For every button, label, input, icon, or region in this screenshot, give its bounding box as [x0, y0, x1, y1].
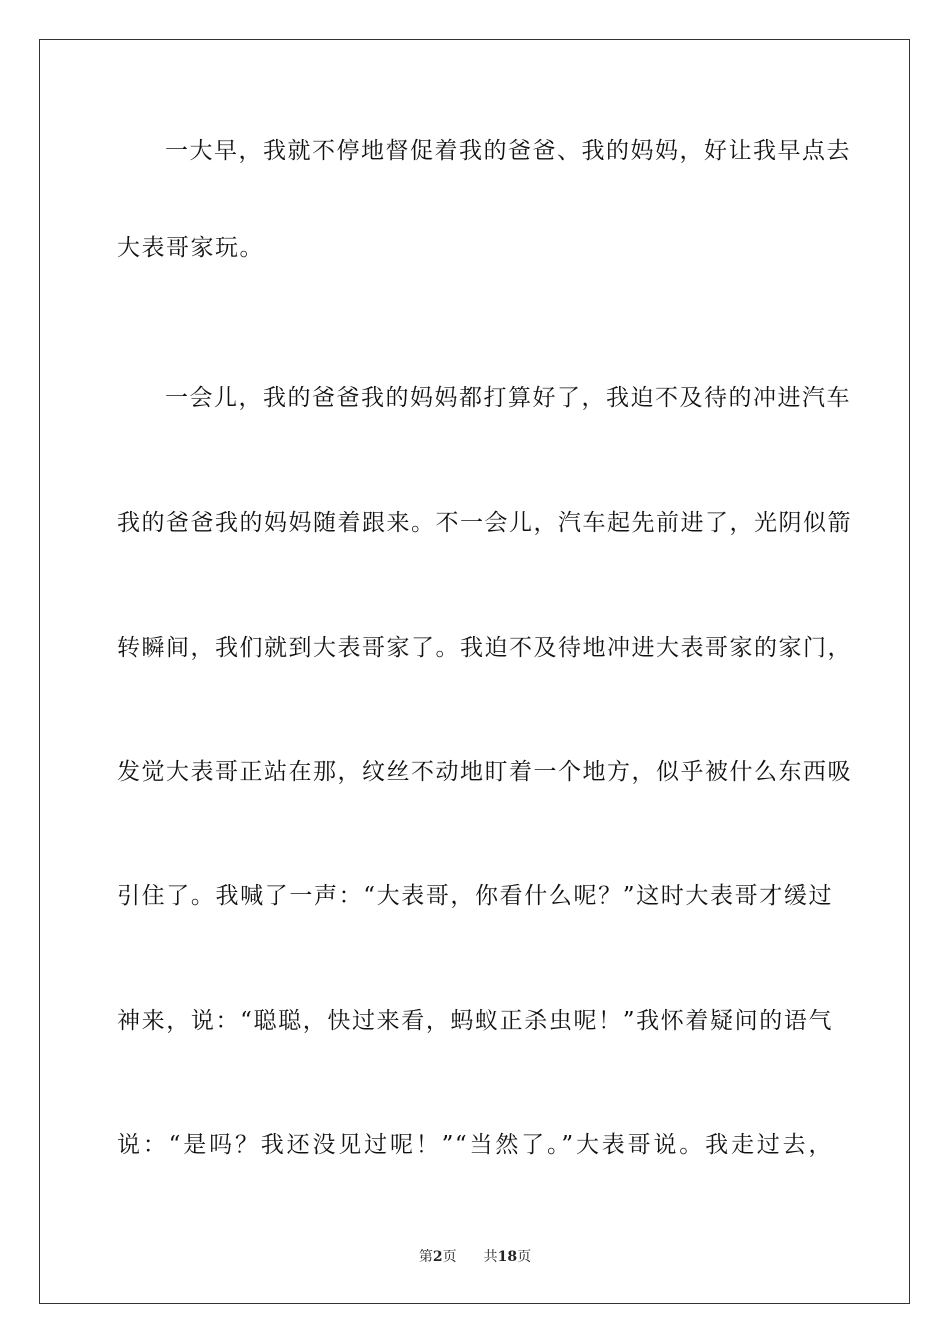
text-line-5: 转瞬间，我们就到大表哥家了。我迫不及待地冲进大表哥家的家门，: [117, 635, 852, 661]
total-suffix: 页: [517, 1249, 532, 1265]
text-line-3: 一会儿，我的爸爸我的妈妈都打算好了，我迫不及待的冲进汽车: [165, 385, 851, 411]
page-prefix: 第: [418, 1249, 433, 1265]
text-line-1: 一大早，我就不停地督促着我的爸爸、我的妈妈，好让我早点去: [165, 138, 851, 164]
page-footer: [0, 1248, 950, 1266]
total-pages-label: [484, 1248, 531, 1266]
text-line-4: 我的爸爸我的妈妈随着跟来。不一会儿，汽车起先前进了，光阴似箭: [117, 510, 852, 536]
page-border: [39, 39, 910, 1304]
total-prefix: 共: [483, 1249, 498, 1265]
total-pages: 18: [497, 1249, 518, 1265]
text-line-7: 引住了。我喊了一声：“大表哥，你看什么呢？”这时大表哥才缓过: [117, 883, 833, 909]
text-line-9: 说：“是吗？我还没见过呢！”“当然了。”大表哥说。我走过去，: [117, 1132, 833, 1158]
page-number-label: [419, 1248, 457, 1266]
page-suffix: 页: [442, 1249, 457, 1265]
page-number: 2: [432, 1249, 443, 1265]
text-line-6: 发觉大表哥正站在那，纹丝不动地盯着一个地方，似乎被什么东西吸: [117, 759, 852, 785]
text-line-8: 神来，说：“聪聪，快过来看，蚂蚁正杀虫呢！”我怀着疑问的语气: [117, 1008, 833, 1034]
text-line-2: 大表哥家玩。: [117, 235, 264, 261]
